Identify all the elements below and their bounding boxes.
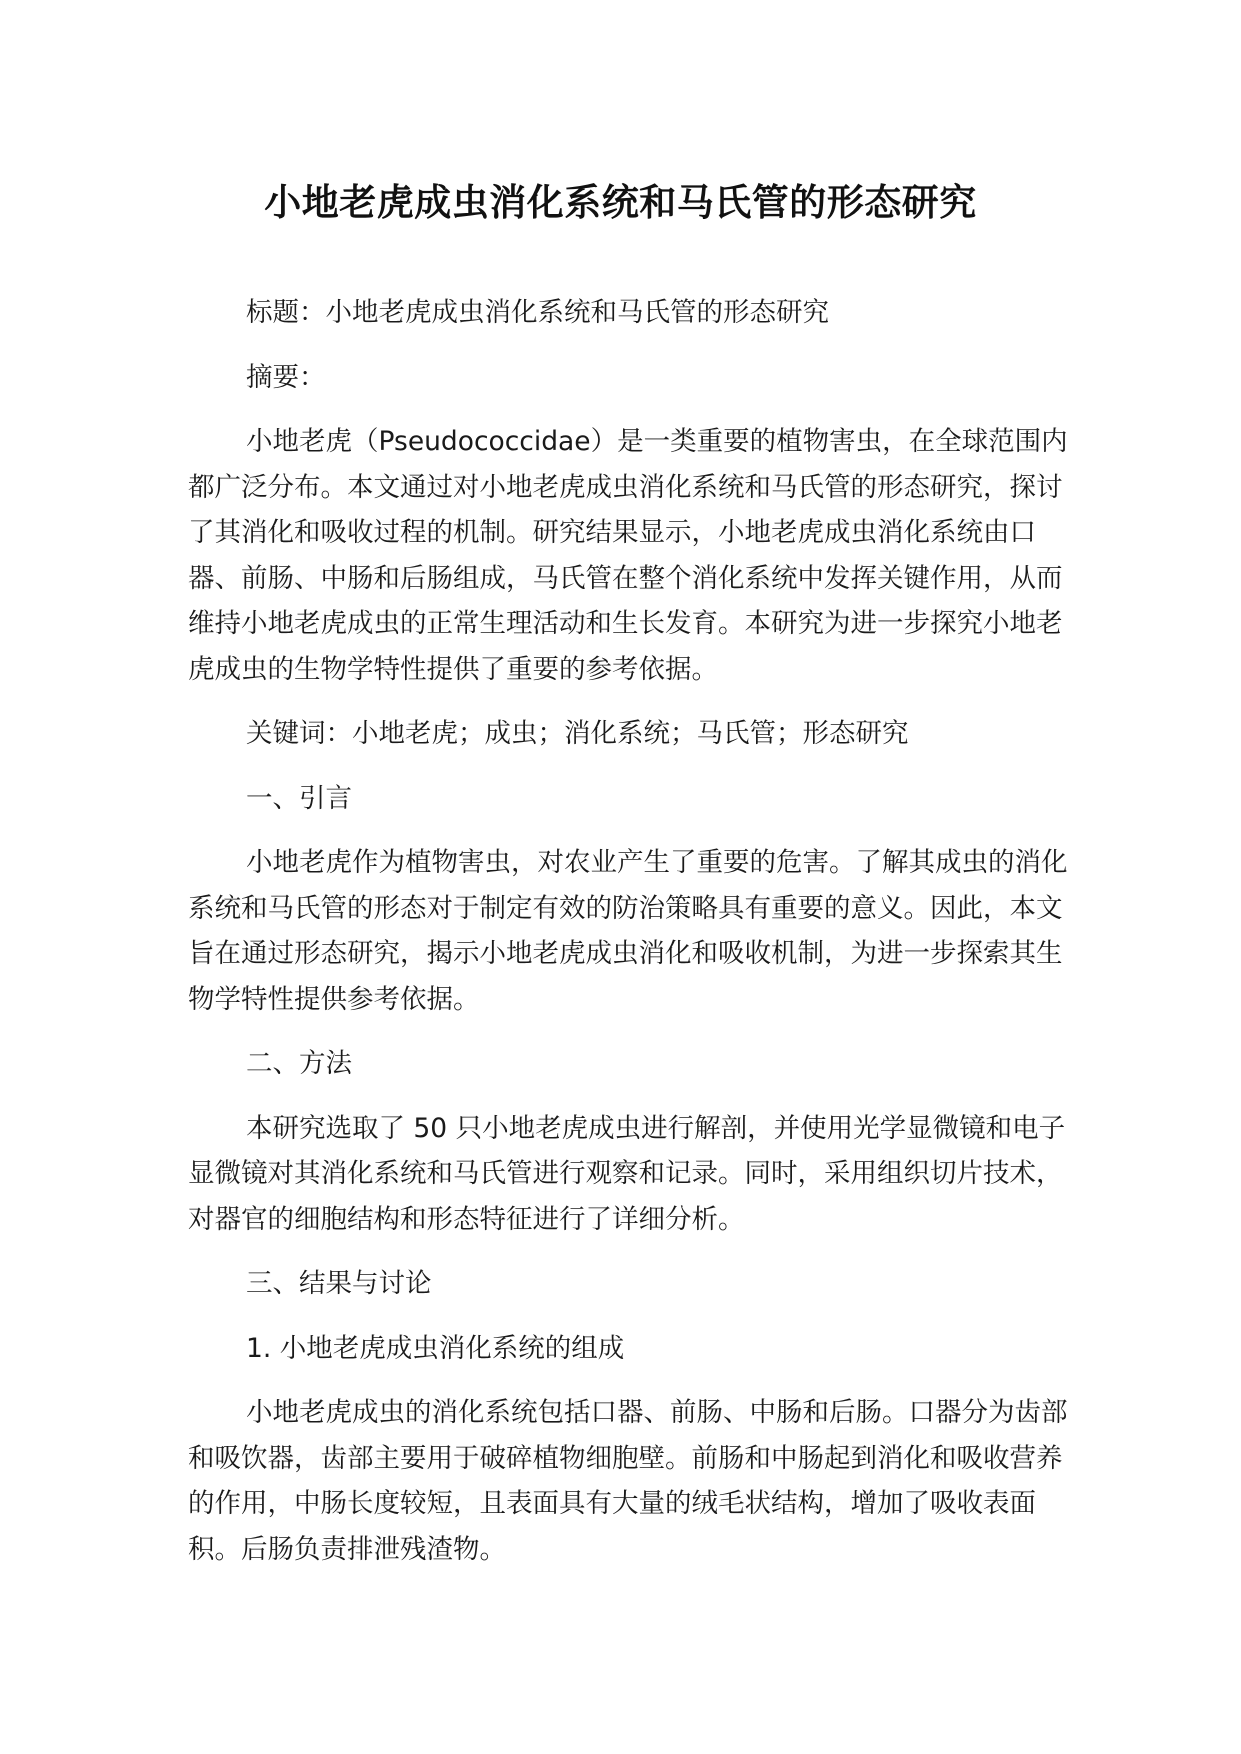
keywords-line: 关键词：小地老虎；成虫；消化系统；马氏管；形态研究 [246, 718, 909, 749]
subsection-heading-digestive-system: 1. 小地老虎成虫消化系统的组成 [246, 1332, 625, 1364]
results-paragraph: 小地老虎成虫的消化系统包括口器、前肠、中肠和后肠。口器分为齿部和吸饮器，齿部主要用于破碎植物细胞壁。前肠和中肠起到消化和吸收营养的作用，中肠长度较短，且表面具有大量的绒毛状结构，增加了吸收表面积。后肠负责排泄残渣物。 [188, 1397, 1068, 1565]
section-heading-methods: 二、方法 [246, 1048, 352, 1079]
introduction-paragraph: 小地老虎作为植物害虫，对农业产生了重要的危害。了解其成虫的消化系统和马氏管的形态对于制定有效的防治策略具有重要的意义。因此，本文旨在通过形态研究，揭示小地老虎成虫消化和吸收机制，为进一步探索其生物学特性提供参考依据。 [188, 847, 1068, 1015]
section-heading-results: 三、结果与讨论 [246, 1268, 432, 1299]
abstract-label: 摘要： [246, 361, 326, 393]
title-line: 标题：小地老虎成虫消化系统和马氏管的形态研究 [246, 297, 829, 328]
section-heading-introduction: 一、引言 [246, 782, 352, 814]
document-body [188, 290, 1070, 1591]
abstract-paragraph: 小地老虎（Pseudococcidae）是一类重要的植物害虫，在全球范围内都广泛分布。本文通过对小地老虎成虫消化系统和马氏管的形态研究，探讨了其消化和吸收过程的机制。研究结果显示，小地老虎成虫消化系统由口器、前肠、中肠和后肠组成，马氏管在整个消化系统中发挥关键作用，从而维持小地老虎成虫的正常生理活动和生长发育。本研究为进一步探究小地老虎成虫的生物学特性提供了重要的参考依据。 [188, 426, 1068, 685]
document-title: 小地老虎成虫消化系统和马氏管的形态研究 [264, 181, 977, 224]
methods-paragraph: 本研究选取了 50 只小地老虎成虫进行解剖，并使用光学显微镜和电子显微镜对其消化系统和马氏管进行观察和记录。同时，采用组织切片技术，对器官的细胞结构和形态特征进行了详细分析。 [188, 1112, 1066, 1235]
